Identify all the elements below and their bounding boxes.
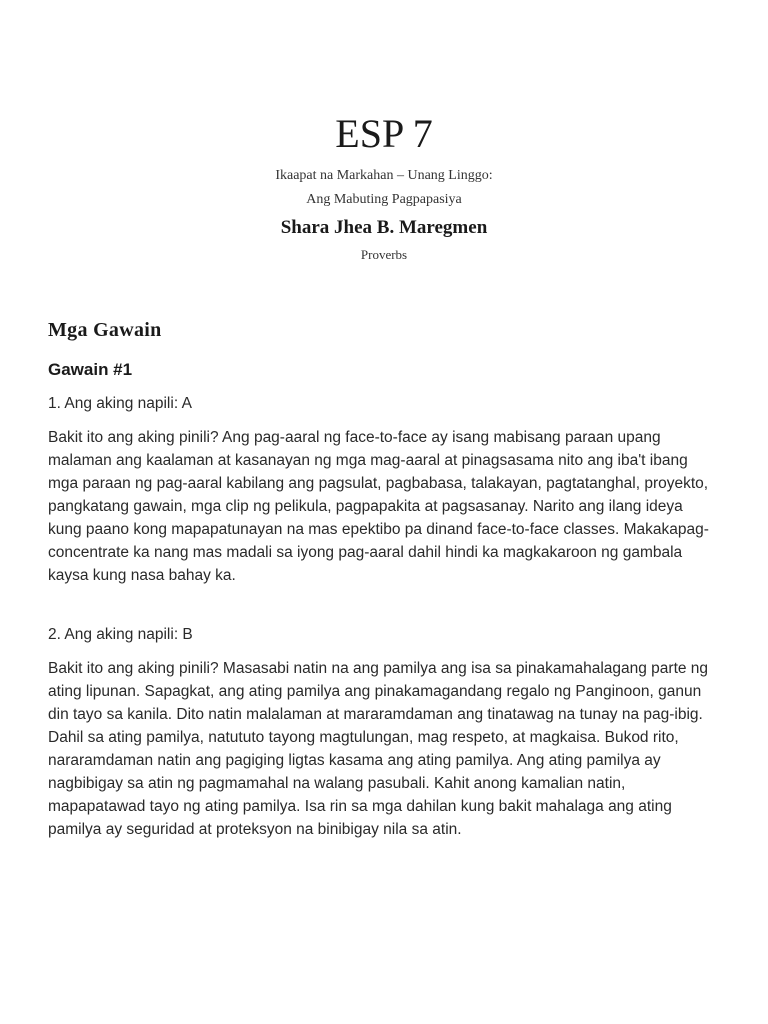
quarter-week-subtitle: Ikaapat na Markahan – Unang Linggo: bbox=[275, 168, 493, 183]
section-tag: Proverbs bbox=[360, 247, 408, 262]
activity-heading: Gawain #1 bbox=[48, 360, 133, 379]
answer-block-1 bbox=[48, 392, 720, 587]
answer-explanation: Bakit ito ang aking pinili? Masasabi natin na ang pamilya ang isa sa pinakamahalagang parte ng ating lipunan. Sapagkat, ang ating pamilya ang pinakamagandang regalo ng Panginoon, ganun din tayo sa kanila. Dito natin malalaman at mararamdaman ang tinatawag na tunay na pag-ibig. Dahil sa ating pamilya, natututo tayong magtulungan, mag respeto, at magkaisa. Bukod rito, nararamdaman natin ang pagiging ligtas kasama ang ating pamilya. Ang ating pamilya ay nagbibigay sa atin ng pagmamahal na walang pasubali. Kahit anong kamalian natin, mapapatawad tayo ng ating pamilya. Isa rin sa mga dahilan kung bakit mahalaga ang ating pamilya ay seguridad at proteksyon na binibigay nila sa atin. bbox=[48, 660, 709, 838]
author-name: Shara Jhea B. Maregmen bbox=[280, 217, 488, 238]
answer-choice: 1. Ang aking napili: A bbox=[48, 395, 192, 412]
document-body bbox=[48, 316, 720, 841]
document-header bbox=[0, 108, 768, 266]
lesson-topic-subtitle: Ang Mabuting Pagpapasiya bbox=[306, 192, 462, 207]
document-title: ESP 7 bbox=[335, 111, 433, 156]
answer-choice: 2. Ang aking napili: B bbox=[48, 626, 193, 643]
section-heading: Mga Gawain bbox=[48, 319, 162, 341]
answer-explanation: Bakit ito ang aking pinili? Ang pag-aaral ng face-to-face ay isang mabisang paraan upang malaman ang kaalaman at kasanayan ng mga mag-aaral at pinagsasama nito ang iba't ibang mga paraan ng pag-aaral kabilang ang pagsulat, pagbabasa, talakayan, pagtatanghal, proyekto, pangkatang gawain, mga clip ng pelikula, pagpapakita at pagsasanay. Narito ang ilang ideya kung paano kong mapapatunayan na mas epektibo pa dinand face-to-face classes. Makakapag-concentrate ka nang mas madali sa iyong pag-aaral dahil hindi ka magkakaroon ng gambala kaysa kung nasa bahay ka. bbox=[48, 429, 709, 584]
answer-block-2 bbox=[48, 623, 720, 841]
